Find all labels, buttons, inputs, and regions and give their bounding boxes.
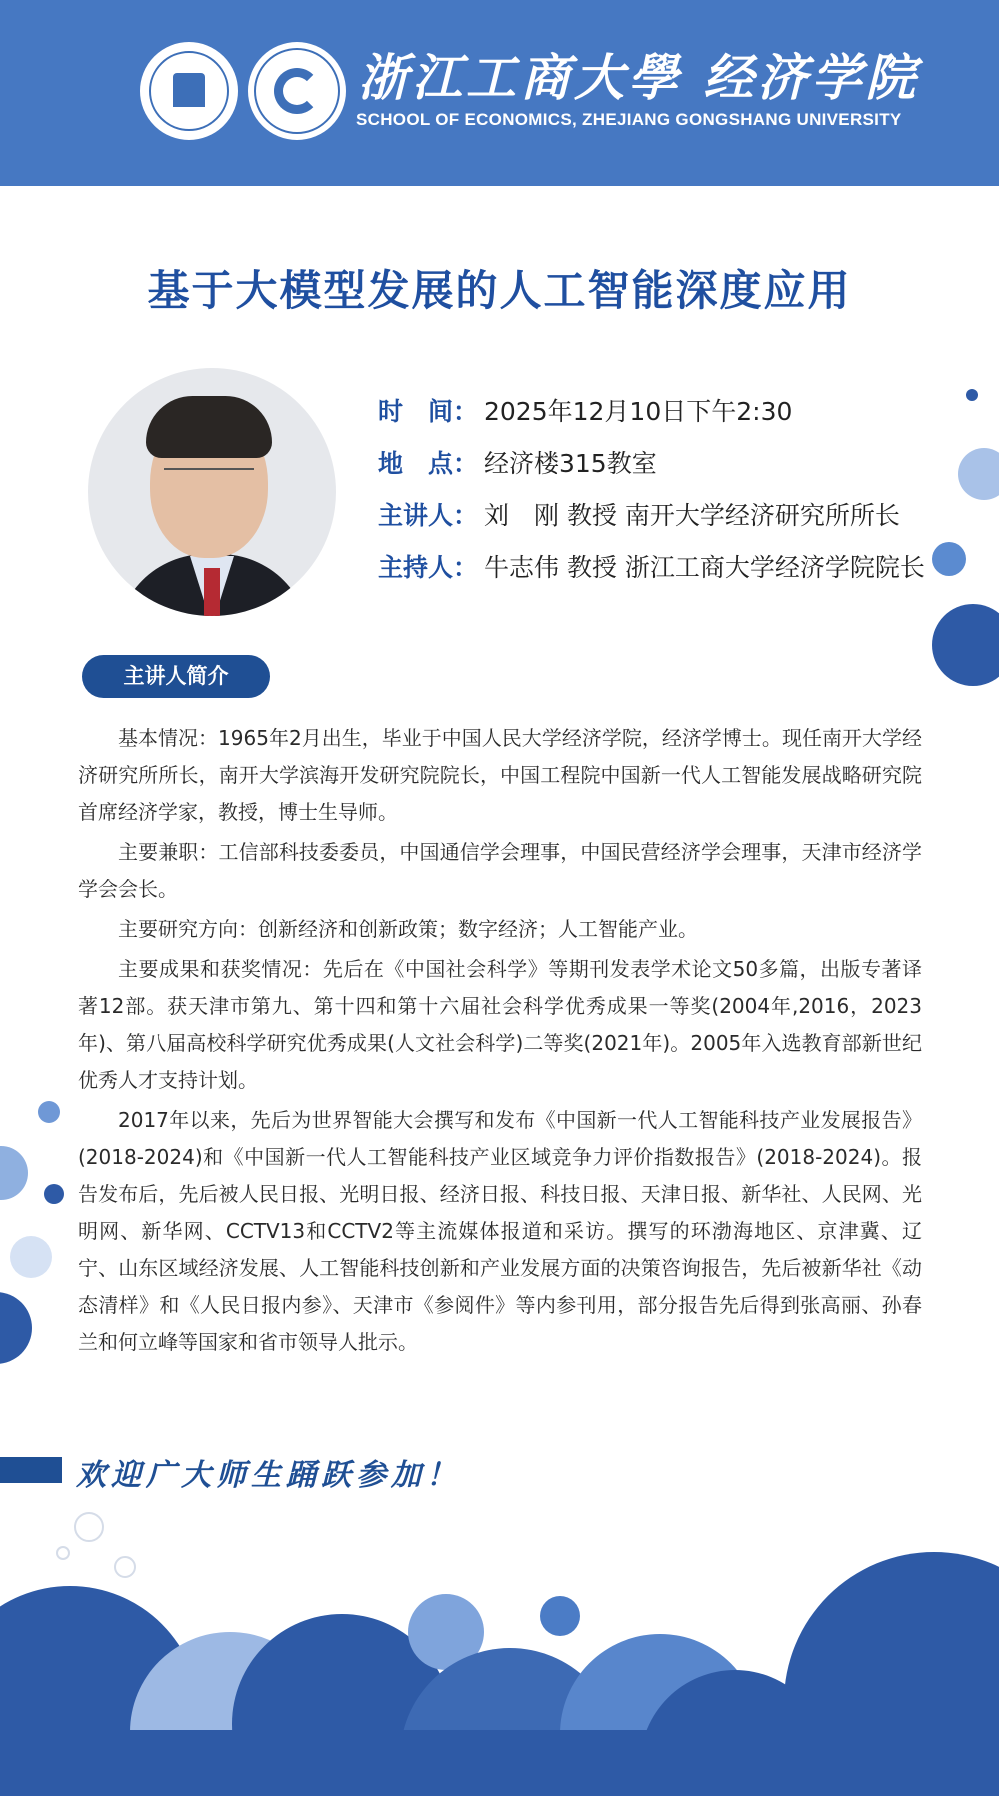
speaker-value: 刘 刚 教授 南开大学经济研究所所长 xyxy=(484,501,900,530)
decor-dot xyxy=(932,542,966,576)
bio-paragraph: 主要成果和获奖情况：先后在《中国社会科学》等期刊发表学术论文50多篇，出版专著译著12部。获天津市第九、第十四和第十六届社会科学优秀成果一等奖(2004年,2016，2023年)、第八届高校科学研究优秀成果(人文社会科学)二等奖(2021年)。2005年入选教育部新世纪优秀人才支持计划。 xyxy=(78,957,922,1092)
bio-heading: 主讲人简介 xyxy=(82,655,270,698)
decor-dot xyxy=(966,389,978,401)
seal-building xyxy=(173,73,205,107)
decor-circle xyxy=(0,1730,999,1796)
speaker-photo xyxy=(88,368,336,616)
decor-dot xyxy=(932,604,999,686)
bio-paragraph: 主要兼职：工信部科技委委员，中国通信学会理事，中国民营经济学会理事，天津市经济学学会会长。 xyxy=(78,840,922,901)
decor-dot xyxy=(0,1292,32,1364)
bio-paragraph: 主要研究方向：创新经济和创新政策；数字经济；人工智能产业。 xyxy=(118,917,698,941)
event-info xyxy=(378,390,925,598)
speaker-label: 主讲人： xyxy=(378,501,479,530)
decor-circle xyxy=(540,1596,580,1636)
info-host xyxy=(378,546,925,598)
school-name-english: SCHOOL OF ECONOMICS, ZHEJIANG GONGSHANG UNIVERSITY xyxy=(356,110,902,129)
time-label: 时 间： xyxy=(378,397,479,426)
photo-hair xyxy=(146,396,272,458)
place-label: 地 点： xyxy=(378,449,479,478)
emblem-letter xyxy=(274,68,320,114)
school-name-chinese: 浙江工商大學 经济学院 xyxy=(358,48,920,107)
school-emblem-icon xyxy=(248,42,346,140)
time-value: 2025年12月10日下午2:30 xyxy=(484,397,793,426)
bottom-decoration xyxy=(0,1530,999,1796)
speaker-bio xyxy=(78,720,922,1364)
decor-dot xyxy=(38,1101,60,1123)
bio-paragraph: 2017年以来，先后为世界智能大会撰写和发布《中国新一代人工智能科技产业发展报告》(2018-2024)和《中国新一代人工智能科技产业区域竞争力评价指数报告》(2018-2024)。报告发布后，先后被人民日报、光明日报、经济日报、科技日报、天津日报、新华社、人民网、光明网、新华网、CCTV13和CCTV2等主流媒体报道和采访。撰写的环渤海地区、京津冀、辽宁、山东区域经济发展、人工智能科技创新和产业发展方面的决策咨询报告，先后被新华社《动态清样》和《人民日报内参》、天津市《参阅件》等内参刊用，部分报告先后得到张高丽、孙春兰和何立峰等国家和省市领导人批示。 xyxy=(78,1108,922,1354)
university-seal-icon xyxy=(140,42,238,140)
photo-glasses xyxy=(164,468,254,488)
lecture-title: 基于大模型发展的人工智能深度应用 xyxy=(147,266,852,315)
welcome-slogan: 欢迎广大师生踊跃参加！ xyxy=(76,1458,461,1493)
decor-dot xyxy=(0,1146,28,1200)
host-label: 主持人： xyxy=(378,553,479,582)
info-place xyxy=(378,442,925,494)
decor-dot xyxy=(44,1184,64,1204)
header-banner xyxy=(0,0,999,186)
photo-tie xyxy=(204,568,220,616)
place-value: 经济楼315教室 xyxy=(484,449,657,478)
info-time xyxy=(378,390,925,442)
decor-dot xyxy=(10,1236,52,1278)
decor-dot xyxy=(958,448,999,500)
welcome-accent-bar xyxy=(0,1457,62,1483)
host-value: 牛志伟 教授 浙江工商大学经济学院院长 xyxy=(484,553,925,582)
bio-paragraph: 基本情况：1965年2月出生，毕业于中国人民大学经济学院，经济学博士。现任南开大学经济研究所所长，南开大学滨海开发研究院院长，中国工程院中国新一代人工智能发展战略研究院首席经济学家，教授，博士生导师。 xyxy=(78,726,922,824)
info-speaker xyxy=(378,494,925,546)
